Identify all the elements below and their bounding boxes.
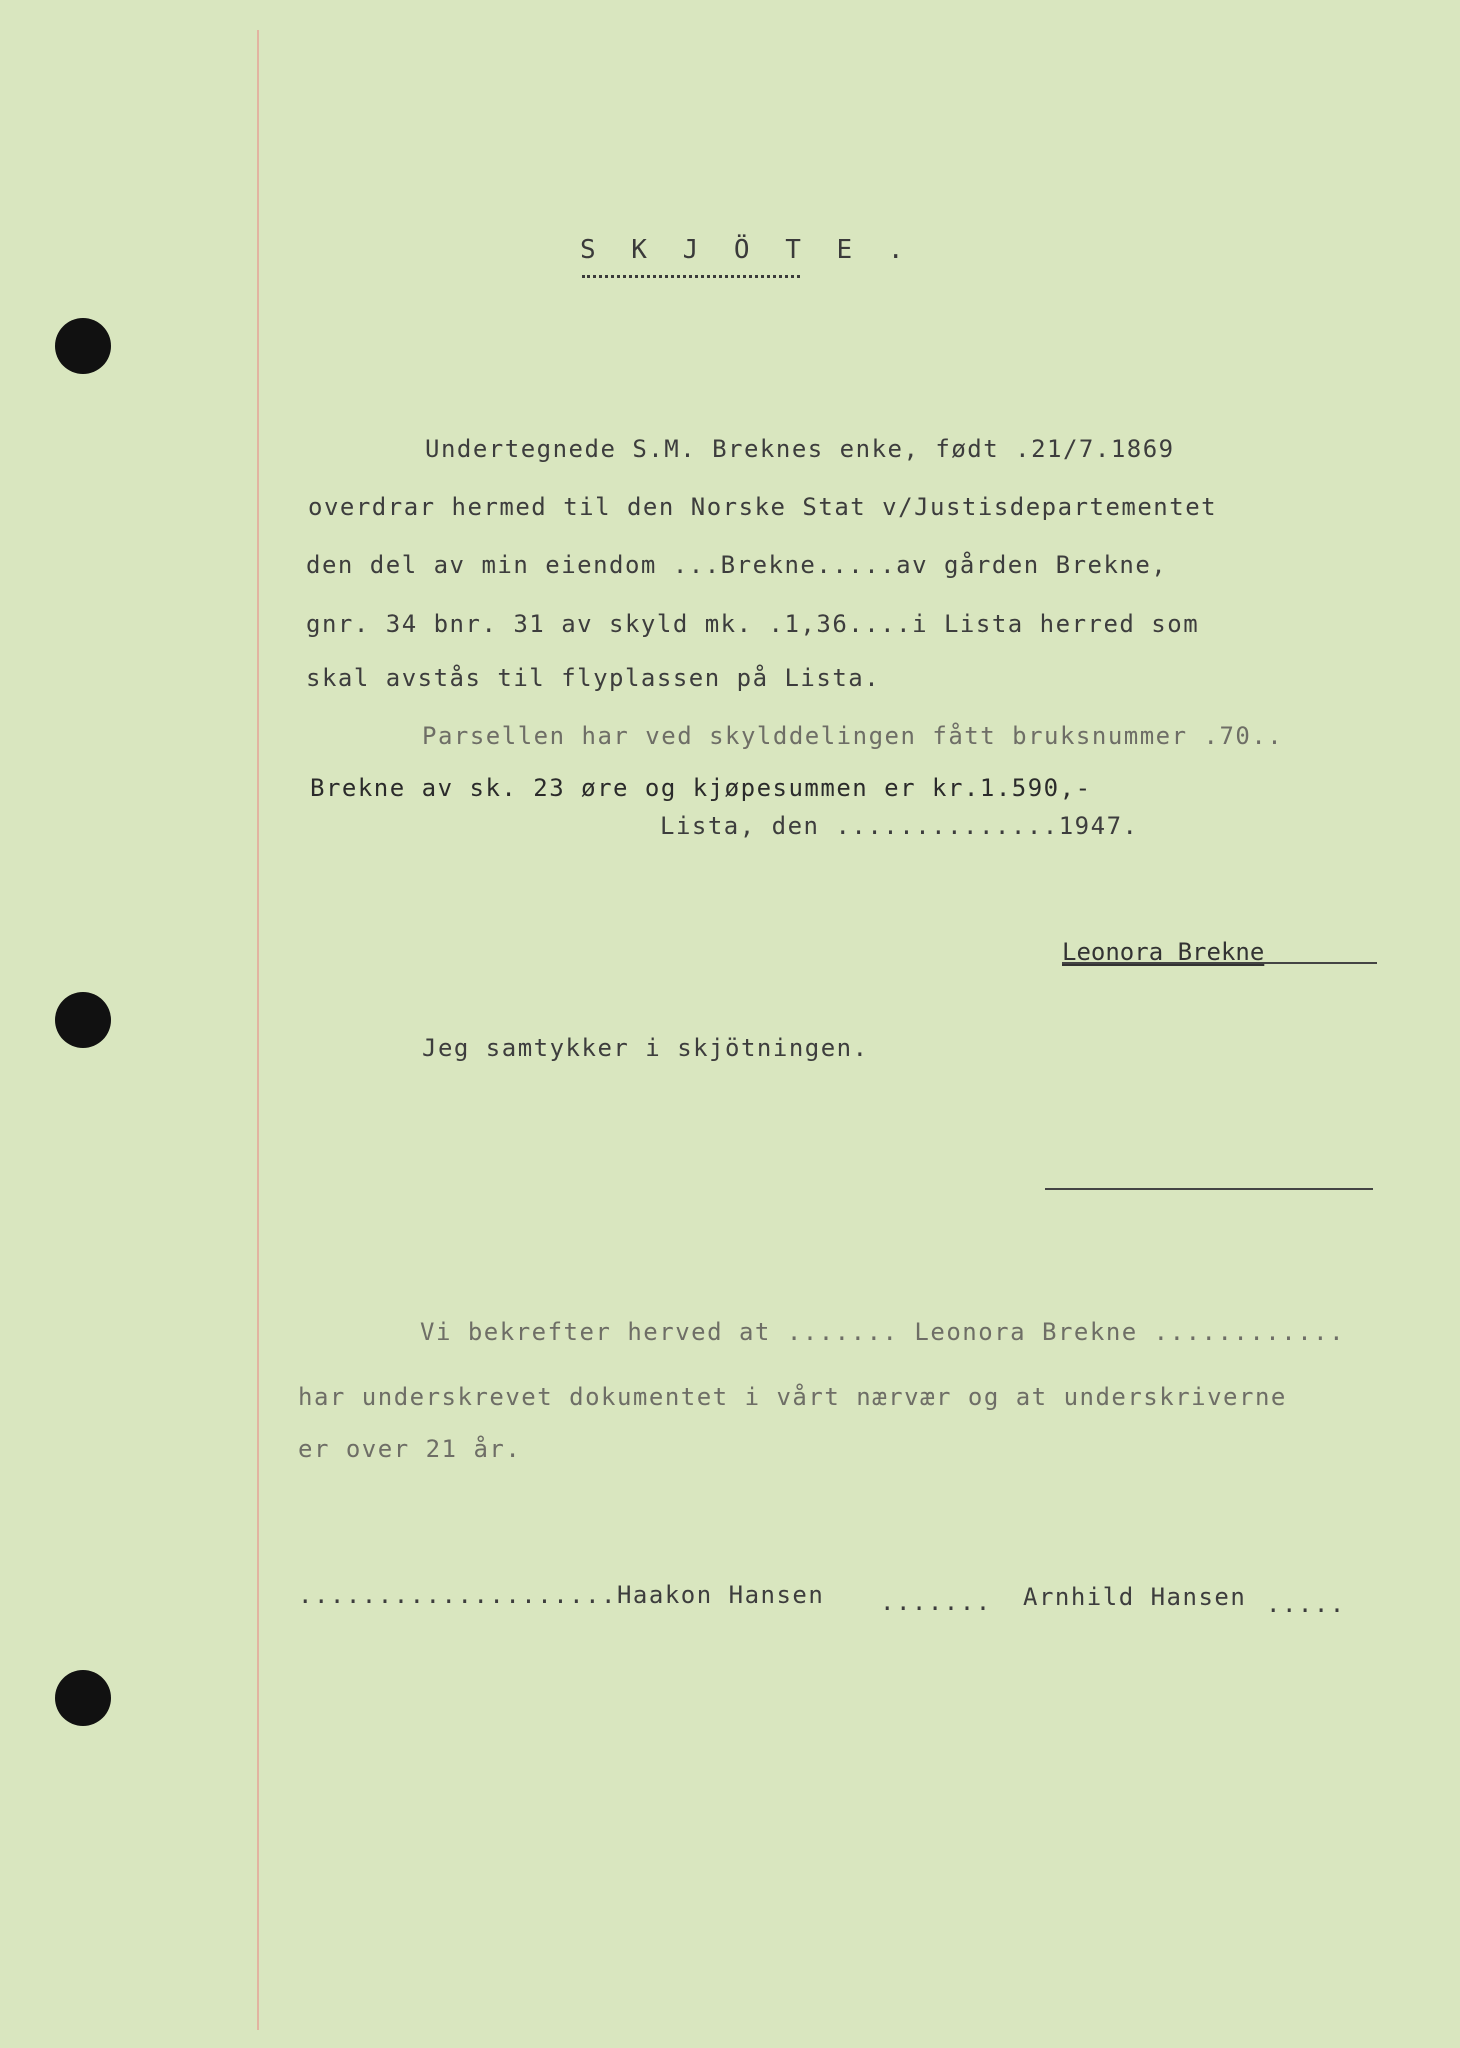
witness-signature-left: ....................Haakon Hansen: [298, 1581, 825, 1609]
para2-line: Parsellen har ved skylddelingen fått bruksnummer .70..: [422, 722, 1284, 750]
margin-line: [257, 30, 259, 2030]
witness-signature-trail: .....: [1266, 1590, 1346, 1618]
para2-line: Brekne av sk. 23 øre og kjøpesummen er kr.1.590,-: [310, 774, 1092, 802]
witness-signature-right: Arnhild Hansen: [1023, 1583, 1247, 1611]
punch-hole: [55, 992, 111, 1048]
witness-line: er over 21 år.: [298, 1435, 522, 1463]
witness-line: Vi bekrefter herved at ....... Leonora Brekne ............: [420, 1318, 1346, 1346]
punch-hole: [55, 318, 111, 374]
signature-1: Leonora Brekne: [1062, 938, 1265, 966]
document-title: S K J Ö T E .: [580, 235, 914, 265]
consent-text: Jeg samtykker i skjötningen.: [422, 1034, 869, 1062]
witness-signature-dots: .......: [880, 1588, 992, 1616]
para1-line: skal avstås til flyplassen på Lista.: [306, 664, 881, 692]
consent-signature-line: [1045, 1188, 1373, 1190]
para1-line: den del av min eiendom ...Brekne.....av gården Brekne,: [306, 551, 1168, 579]
para1-line: Undertegnede S.M. Breknes enke, født .21/7.1869: [425, 435, 1175, 463]
place-date: Lista, den ..............1947.: [660, 812, 1139, 840]
para1-line: overdrar hermed til den Norske Stat v/Justisdepartementet: [308, 493, 1218, 521]
signature-1-line: [1062, 962, 1377, 964]
witness-line: har underskrevet dokumentet i vårt nærvær og at underskriverne: [298, 1383, 1287, 1411]
para1-line: gnr. 34 bnr. 31 av skyld mk. .1,36....i Lista herred som: [306, 610, 1200, 638]
punch-hole: [55, 1670, 111, 1726]
title-underline: [582, 275, 800, 278]
